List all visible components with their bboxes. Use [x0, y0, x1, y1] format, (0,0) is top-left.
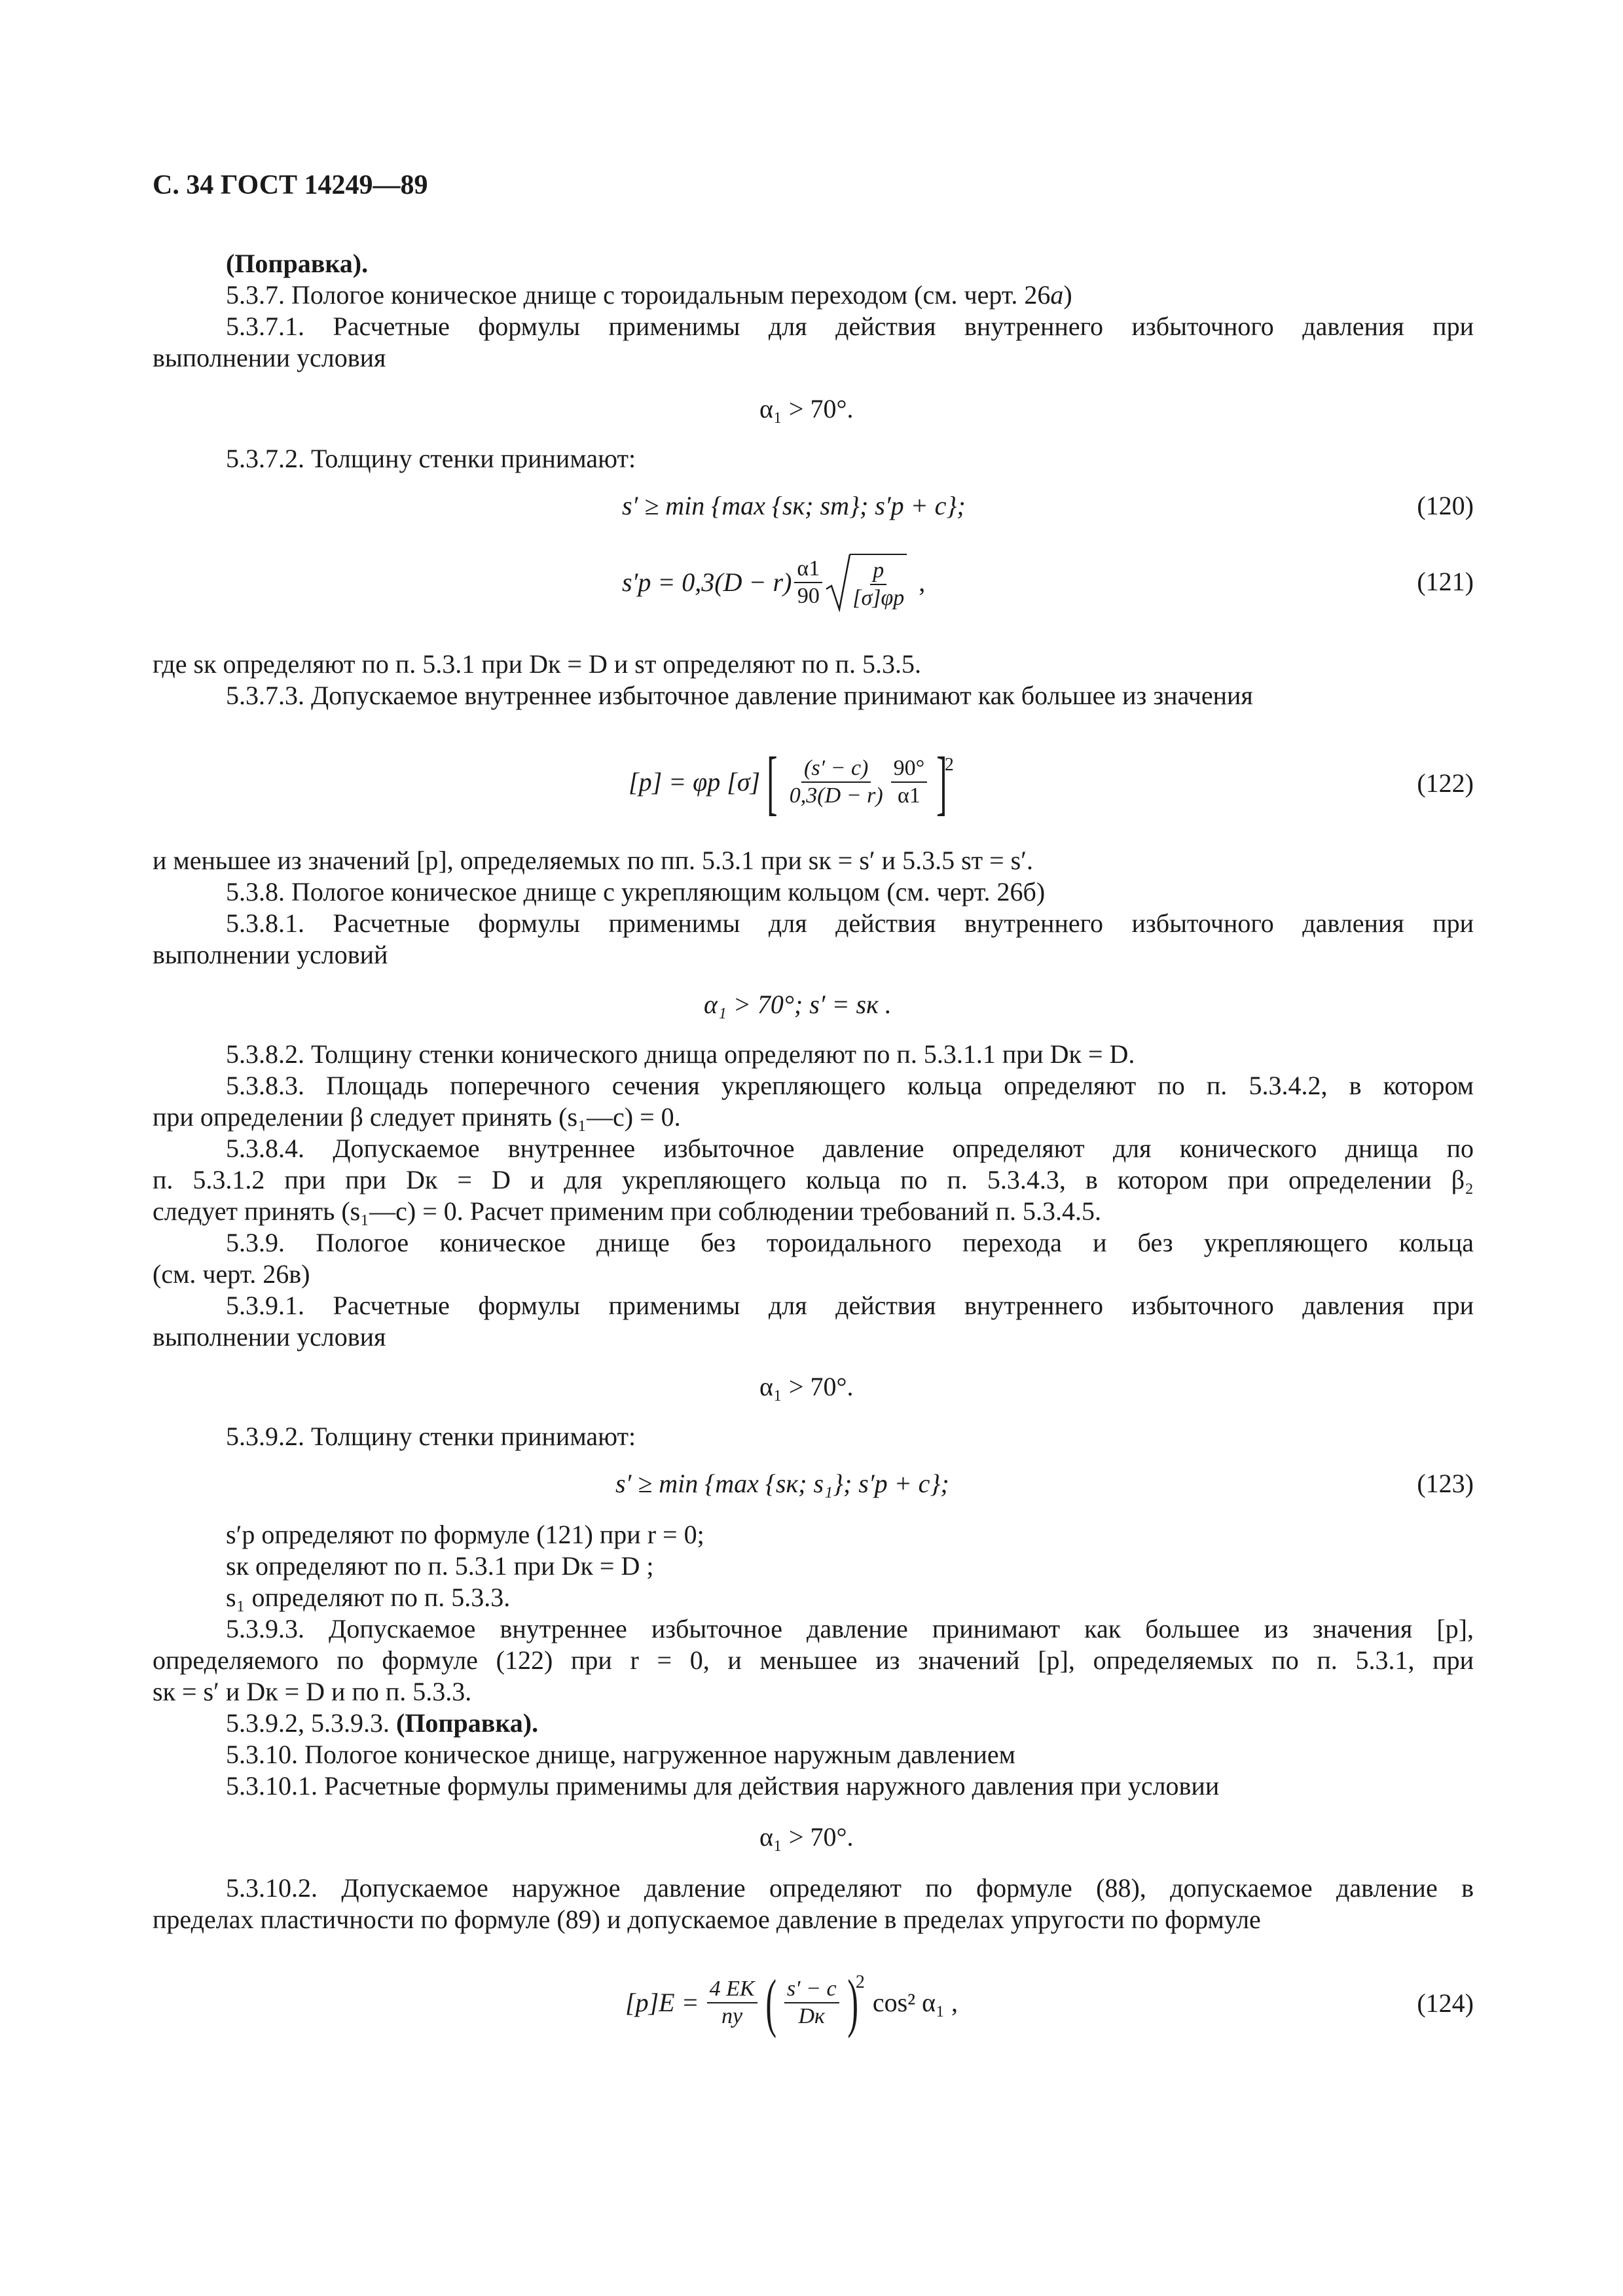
para-5-3-8-4-line3: следует принять (s₁—c) = 0. Расчет применим при соблюдении требований п. 5.3.4.5. [153, 1196, 1101, 1226]
para-5-3-8: 5.3.8. Пологое коническое днище с укрепляющим кольцом (см. черт. 26б) [226, 877, 1046, 906]
para-5-3-9-1-line2: выполнении условия [153, 1322, 386, 1352]
where-clause-1: где sк определяют по п. 5.3.1 при Dк = D и sт определяют по п. 5.3.5. [153, 649, 922, 679]
eq122-right-bracket: ] [936, 742, 947, 822]
eq121-sqrt-den: [σ]φр [852, 586, 905, 610]
para-5-3-10: 5.3.10. Пологое коническое днище, нагруженное наружным давлением [226, 1740, 1015, 1769]
sqrt-sign-icon [825, 553, 851, 612]
eq121-lhs: s′р = 0,3(D − r) [622, 567, 792, 597]
eq124-f1-num: 4 EK [707, 1976, 757, 2003]
definition-1: s′р определяют по формуле (121) при r = 0; [226, 1520, 704, 1549]
eq122-lhs: [p] = φр [σ] [629, 767, 761, 797]
condition-4: α₁ > 70°. [759, 1822, 854, 1852]
para-5-3-7-letter: а [1050, 280, 1064, 310]
eq124-f2-num: s′ − c [784, 1976, 839, 2003]
para-5-3-8-3-line2: при определении β следует принять (s₁—c) = 0. [153, 1102, 681, 1132]
condition-2: α₁ > 70°; s′ = sк . [704, 990, 892, 1019]
amendment-note: (Поправка). [226, 249, 369, 278]
para-5-3-7-2: 5.3.7.2. Толщину стенки принимают: [226, 444, 636, 473]
and-less-clause-1: и меньшее из значений [p], определяемых по пп. 5.3.1 при sк = s′ и 5.3.5 sт = s′. [153, 846, 1033, 875]
eq124-right-paren: ) [847, 1966, 858, 2039]
equation-121-number: (121) [1417, 567, 1474, 596]
eq124-tail: cos² α₁ , [872, 1988, 958, 2017]
amendment-2-label: (Поправка). [396, 1708, 539, 1738]
condition-3: α₁ > 70°. [759, 1372, 854, 1401]
equation-124 [625, 1964, 958, 2042]
eq121-fraction [794, 556, 822, 609]
equation-120: s′ ≥ min {max {sк; sт}; s′р + c}; [622, 491, 966, 520]
eq124-lhs: [p]E = [625, 1988, 699, 2017]
eq122-f2-num: 90° [891, 755, 928, 783]
definition-3: s₁ определяют по п. 5.3.3. [226, 1583, 511, 1612]
eq122-f1-den: 0,3(D − r) [789, 783, 883, 808]
equation-122 [629, 742, 954, 822]
eq124-f1-den: nу [721, 2004, 743, 2028]
para-5-3-10-2-line1: 5.3.10.2. Допускаемое наружное давление определяют по формуле (88), допускаемое давление в [226, 1873, 1474, 1903]
eq121-comma: , [919, 567, 926, 597]
eq124-fraction-1 [707, 1976, 757, 2030]
page-header: С. 34 ГОСТ 14249—89 [153, 170, 428, 200]
para-5-3-7-3: 5.3.7.3. Допускаемое внутреннее избыточное давление принимают как большее из значения [226, 681, 1253, 710]
para-5-3-8-4-line2: п. 5.3.1.2 при при Dк = D и для укрепляющего кольца по п. 5.3.4.3, в котором при определении β₂ [153, 1165, 1474, 1194]
para-5-3-9-1-line1: 5.3.9.1. Расчетные формулы применимы для действия внутреннего избыточного давления при [226, 1291, 1474, 1320]
para-5-3-9-2: 5.3.9.2. Толщину стенки принимают: [226, 1422, 636, 1451]
eq122-f2-den: α1 [898, 783, 921, 808]
para-5-3-8-3-line1: 5.3.8.3. Площадь поперечного сечения укрепляющего кольца определяют по п. 5.3.4.2, в котором [226, 1071, 1474, 1100]
para-5-3-9-3-line1: 5.3.9.3. Допускаемое внутреннее избыточное давление принимают как большее из значения [p], [226, 1614, 1474, 1643]
eq124-fraction-2 [784, 1976, 839, 2030]
para-5-3-7-text: 5.3.7. Пологое коническое днище с тороидальным переходом (см. черт. 26 [226, 280, 1051, 310]
equation-121 [622, 550, 925, 615]
eq121-sqrt-num: p [870, 558, 886, 585]
para-5-3-8-2: 5.3.8.2. Толщину стенки конического днища определяют по п. 5.3.1.1 при Dк = D. [226, 1039, 1135, 1069]
eq121-sqrt-fraction [850, 554, 907, 611]
eq122-fraction-1 [787, 755, 886, 809]
equation-120-number: (120) [1417, 491, 1474, 520]
eq122-left-bracket: [ [767, 742, 778, 822]
para-5-3-8-4-line1: 5.3.8.4. Допускаемое внутреннее избыточное давление определяют для конического днища по [226, 1134, 1474, 1163]
eq121-frac-den: 90 [797, 584, 820, 608]
para-5-3-9-line1: 5.3.9. Пологое коническое днище без тороидального перехода и без укрепляющего кольца [226, 1228, 1474, 1257]
para-5-3-7-1-line1: 5.3.7.1. Расчетные формулы применимы для действия внутреннего избыточного давления при [226, 312, 1474, 341]
eq121-sqrt [825, 553, 909, 612]
eq122-fraction-2 [891, 755, 928, 809]
eq124-exponent: 2 [855, 1972, 865, 1992]
equation-123-number: (123) [1417, 1469, 1474, 1498]
eq121-frac-num: α1 [794, 556, 822, 583]
para-5-3-7-1-line2: выполнении условия [153, 343, 386, 372]
para-5-3-9-line2: (см. черт. 26в) [153, 1259, 310, 1289]
eq124-f2-den: Dк [798, 2004, 825, 2028]
amendment-note-2 [226, 1707, 538, 1740]
equation-123: s′ ≥ min {max {sк; s₁}; s′р + c}; [615, 1469, 949, 1498]
para-5-3-10-1: 5.3.10.1. Расчетные формулы применимы для действия наружного давления при условии [226, 1771, 1220, 1801]
eq122-f1-num: (s′ − c) [801, 755, 871, 783]
para-5-3-8-1-line1: 5.3.8.1. Расчетные формулы применимы для действия внутреннего избыточного давления при [226, 908, 1474, 938]
para-5-3-8-1-line2: выполнении условий [153, 940, 388, 969]
para-5-3-9-3-line3: sк = s′ и Dк = D и по п. 5.3.3. [153, 1677, 472, 1706]
amendment-2-refs: 5.3.9.2, 5.3.9.3. [226, 1708, 390, 1738]
equation-124-number: (124) [1417, 1988, 1474, 2018]
condition-1: α₁ > 70°. [759, 394, 854, 423]
eq124-left-paren: ( [765, 1966, 776, 2039]
definition-2: sк определяют по п. 5.3.1 при Dк = D ; [226, 1551, 654, 1581]
para-5-3-10-2-line2: пределах пластичности по формуле (89) и допускаемое давление в пределах упругости по формуле [153, 1905, 1261, 1934]
eq122-exponent: 2 [944, 755, 954, 775]
para-5-3-9-3-line2: определяемого по формуле (122) при r = 0, и меньшее из значений [p], определяемых по п. 5.3.1, при [153, 1645, 1474, 1675]
equation-122-number: (122) [1417, 768, 1474, 798]
para-5-3-7-close: ) [1063, 280, 1072, 310]
para-5-3-7 [226, 279, 1072, 312]
